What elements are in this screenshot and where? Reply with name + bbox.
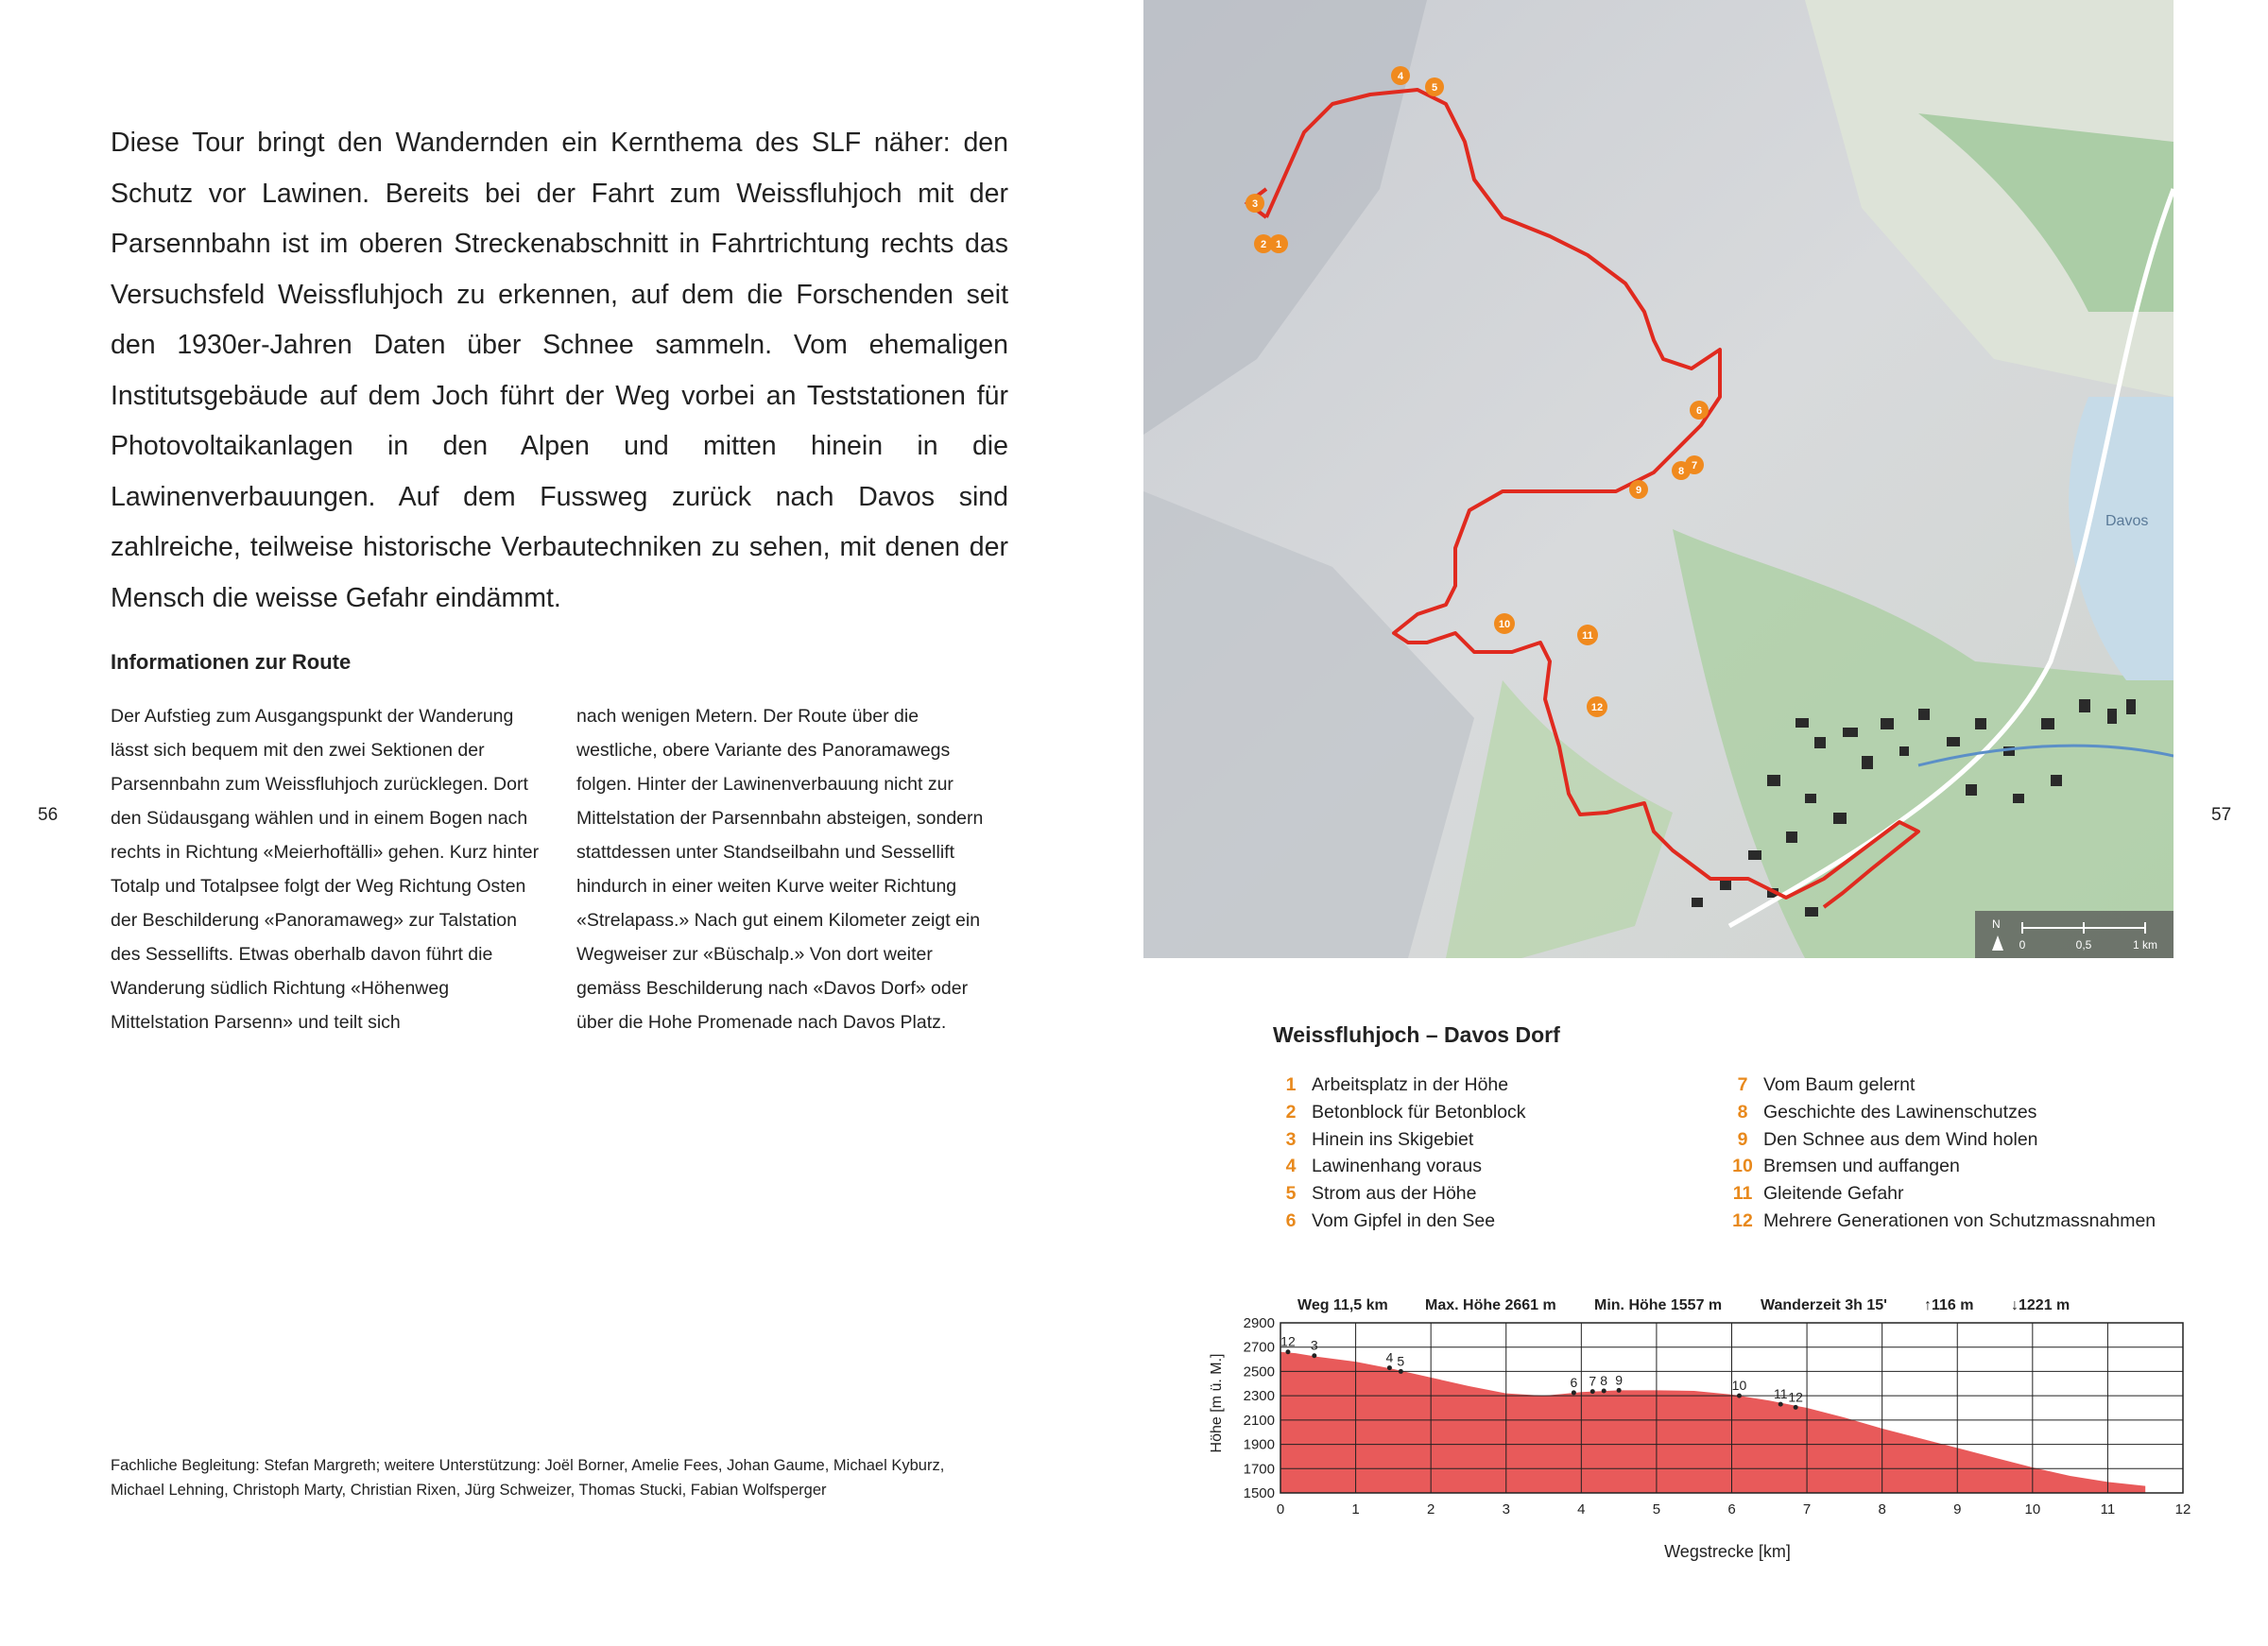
route-marker[interactable] [1254,234,1273,253]
stat-descent: ↓1221 m [2011,1297,2070,1313]
route-marker[interactable] [1577,625,1598,645]
scale-tick-label: 0 [2019,938,2026,952]
svg-text:9: 9 [1635,485,1642,496]
elevation-area [1280,1349,2145,1493]
route-map [1143,0,2174,958]
north-label: N [1992,917,2001,931]
svg-text:3: 3 [1251,198,1259,210]
legend-item: 7 Vom Baum gelernt [1737,1074,1916,1095]
x-axis-label: Wegstrecke [km] [1664,1542,1791,1561]
legend-item: 5 Strom aus der Höhe [1285,1183,1477,1205]
legend-item: 8 Geschichte des Lawinenschutzes [1737,1101,2037,1123]
x-tick-label: 1 [1351,1501,1360,1517]
svg-text:10: 10 [1498,619,1511,630]
waypoint-dot [1312,1353,1316,1358]
legend-item: 10 Bremsen und auffangen [1732,1156,1960,1177]
route-marker[interactable] [1690,401,1709,420]
stops-legend-right [1729,1072,2156,1235]
legend-item: 9 Den Schnee aus dem Wind holen [1737,1128,2038,1150]
legend-item: 1 Arbeitsplatz in der Höhe [1285,1074,1509,1095]
y-tick-label: 2100 [1243,1412,1275,1429]
y-axis-label: Höhe [m ü. M.] [1209,1353,1225,1453]
route-marker[interactable] [1246,194,1264,213]
stat-walk-time: Wanderzeit 3h 15' [1761,1297,1887,1313]
waypoint-dot [1387,1365,1392,1370]
stat-max-height: Max. Höhe 2661 m [1425,1297,1556,1313]
x-tick-label: 5 [1652,1501,1661,1517]
route-info-column-2: nach wenigen Metern. Der Route über die westliche, obere Variante des Panoramawegs folgen. Hinter der Lawinenverbauung nicht zur Mittelstation der Parsennbahn absteigen, sondern stattdessen unter Standseilbahn und Sessellift hindurch in einer weiten Kurve weiter Richtung «Strelapass.» Nach gut einem Kilometer zeigt ein Wegweiser zur «Büschalp.» Von dort weiter gemäss Beschilderung nach «Davos Dorf» oder über die Hohe Promenade nach Davos Platz. [576,706,984,1033]
waypoint-dot [1399,1369,1403,1374]
scale-tick-label: 0,5 [2075,938,2092,952]
waypoint-label: 8 [1600,1373,1608,1388]
y-tick-label: 1500 [1243,1485,1275,1501]
waypoint-label: 12 [1788,1389,1803,1405]
svg-text:1: 1 [1275,239,1282,250]
elevation-profile-chart [1191,1285,2192,1569]
x-tick-label: 4 [1577,1501,1586,1517]
waypoint-label: 4 [1385,1349,1394,1365]
x-tick-label: 7 [1802,1501,1812,1517]
legend-item: 4 Lawinenhang voraus [1285,1156,1482,1177]
x-tick-label: 12 [2174,1501,2191,1517]
x-tick-label: 10 [2024,1501,2041,1517]
x-tick-label: 3 [1502,1501,1510,1517]
legend-item: 11 Gleitende Gefahr [1732,1183,1904,1205]
stat-distance: Weg 11,5 km [1297,1297,1388,1313]
waypoint-label: 11 [1773,1386,1788,1402]
legend-item: 2 Betonblock für Betonblock [1285,1101,1526,1123]
svg-text:6: 6 [1695,405,1703,417]
x-tick-label: 0 [1276,1501,1285,1517]
x-tick-label: 11 [2100,1501,2116,1517]
waypoint-dot [1778,1402,1783,1407]
y-tick-label: 1700 [1243,1461,1275,1478]
route-marker[interactable] [1629,480,1648,499]
route-marker[interactable] [1391,66,1410,85]
page-number-left: 56 [38,805,59,825]
legend-item: 6 Vom Gipfel in den See [1285,1209,1496,1231]
x-tick-label: 9 [1953,1501,1962,1517]
waypoint-dot [1285,1349,1290,1354]
route-info-heading: Informationen zur Route [111,650,352,674]
y-tick-label: 1900 [1243,1436,1275,1453]
y-tick-label: 2900 [1243,1315,1275,1331]
svg-text:8: 8 [1677,466,1685,477]
svg-text:4: 4 [1397,71,1404,82]
waypoint-dot [1590,1389,1595,1394]
x-tick-label: 8 [1878,1501,1886,1517]
waypoint-label: 5 [1397,1353,1405,1369]
waypoint-label: 12 [1280,1333,1296,1349]
svg-text:12: 12 [1590,702,1604,713]
scale-tick-label: 1 km [2132,938,2158,952]
stat-min-height: Min. Höhe 1557 m [1594,1297,1723,1313]
svg-text:7: 7 [1691,460,1698,472]
svg-text:2: 2 [1260,239,1267,250]
stops-legend-left [1278,1072,1526,1235]
y-tick-label: 2300 [1243,1388,1275,1405]
waypoint-label: 10 [1731,1378,1747,1394]
svg-text:5: 5 [1431,82,1438,94]
waypoint-label: 9 [1615,1372,1624,1388]
route-marker[interactable] [1494,613,1515,634]
waypoint-label: 7 [1589,1373,1597,1389]
route-marker[interactable] [1587,696,1607,717]
credits: Fachliche Begleitung: Stefan Margreth; weitere Unterstützung: Joël Borner, Amelie Fees, Johan Gaume, Michael Kyburz, Michael Lehning, Christoph Marty, Christian Rixen, Jürg Schweizer, Thomas Stucki, Fabian Wolfsperger [111,1457,945,1499]
y-tick-label: 2500 [1243,1363,1275,1380]
legend-item: 12 Mehrere Generationen von Schutzmassnahmen [1732,1209,2156,1231]
route-marker[interactable] [1425,77,1444,96]
place-label: Davos [2105,513,2149,529]
waypoint-label: 3 [1310,1337,1318,1353]
intro-paragraph: Diese Tour bringt den Wandernden ein Kernthema des SLF näher: den Schutz vor Lawinen. Bereits bei der Fahrt zum Weissfluhjoch mit der Parsennbahn ist im oberen Streckenabschnitt in Fahrtrichtung rechts das Versuchsfeld Weissfluhjoch zu erkennen, auf dem die Forschenden seit den 1930er-Jahren Daten über Schnee sammeln. Vom ehemaligen Institutsgebäude auf dem Joch führt der Weg vorbei an Teststationen für Photovoltaikanlagen in den Alpen und mitten hinein in die Lawinenverbauungen. Auf dem Fussweg zurück nach Davos sind zahlreiche, teilweise historische Verbautechniken zu sehen, mit denen der Mensch die weisse Gefahr eindämmt. [111,128,1008,613]
svg-text:11: 11 [1582,630,1593,642]
route-marker[interactable] [1672,461,1691,480]
waypoint-dot [1617,1388,1622,1393]
waypoint-dot [1794,1405,1798,1410]
route-info-column-1: Der Aufstieg zum Ausgangspunkt der Wanderung lässt sich bequem mit den zwei Sektionen der Parsennbahn zum Weissfluhjoch zurücklegen. Dort den Südausgang wählen und in einem Bogen nach rechts in Richtung «Meierhoftälli» gehen. Kurz hinter Totalp und Totalpsee folgt der Weg Richtung Osten der Beschilderung «Panoramaweg» zur Talstation des Sessellifts. Etwas oberhalb davon führt die Wanderung südlich Richtung «Höhenweg Mittelstation Parsenn» und teilt sich [111,706,540,1033]
waypoint-dot [1737,1394,1742,1398]
waypoint-dot [1572,1390,1576,1395]
x-tick-label: 6 [1727,1501,1736,1517]
legend-item: 3 Hinein ins Skigebiet [1285,1128,1474,1150]
x-tick-label: 2 [1426,1501,1435,1517]
y-tick-label: 2700 [1243,1339,1275,1356]
page-number-right: 57 [2211,805,2232,825]
waypoint-label: 6 [1570,1374,1578,1390]
waypoint-dot [1602,1389,1606,1394]
stat-ascent: ↑116 m [1924,1297,1974,1313]
route-title: Weissfluhjoch – Davos Dorf [1273,1022,1560,1047]
